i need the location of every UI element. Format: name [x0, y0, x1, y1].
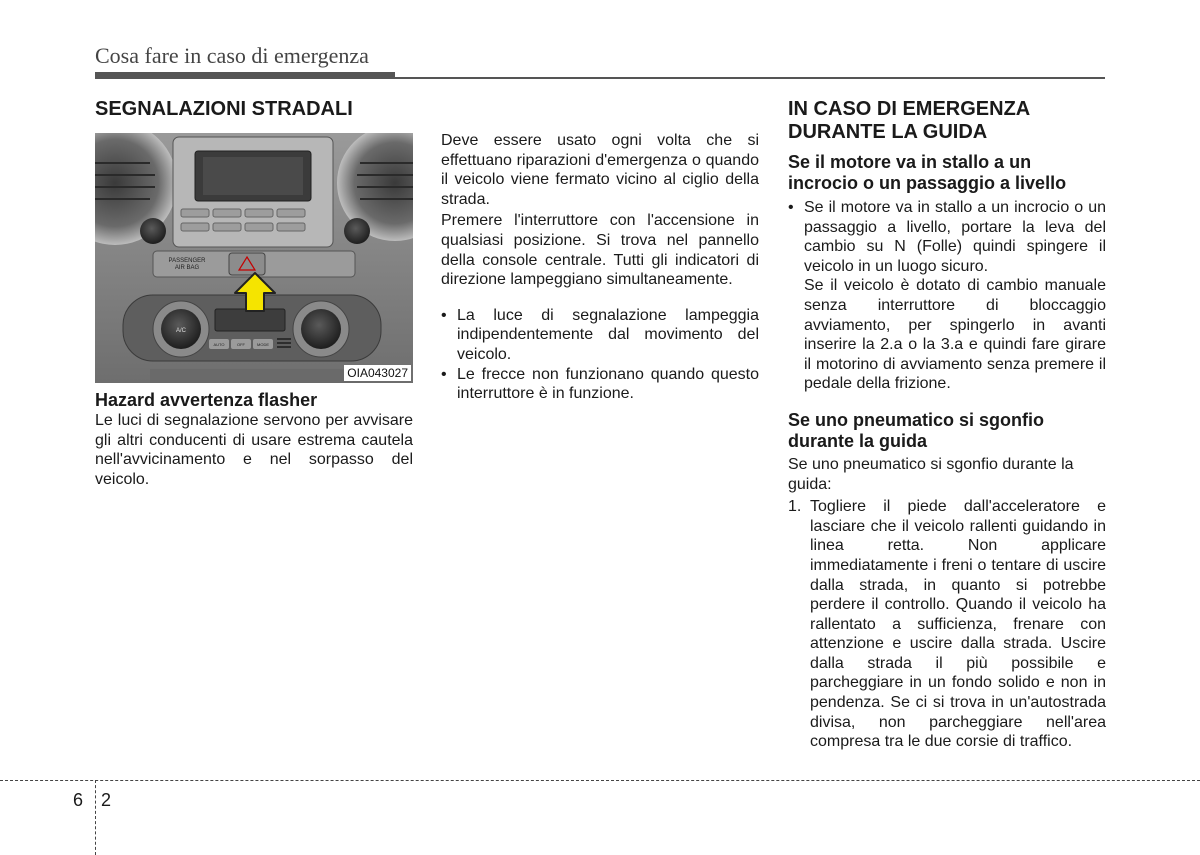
bullet-item: • La luce di segnalazione lampeggia indipendentemente dal movimento del veicolo. [441, 306, 759, 365]
passenger-airbag-label-1: PASSENGER [168, 258, 206, 264]
chapter-title: Cosa fare in caso di emergenza [95, 43, 369, 68]
flat-tire-intro: Se uno pneumatico si sgonfio durante la guida: [788, 455, 1074, 493]
right-column [788, 98, 1106, 752]
hazard-section [95, 390, 413, 489]
chapter-number: 6 [73, 790, 84, 810]
switch-location-paragraph: Premere l'interruttore con l'accensione in qualsiasi posizione. Si trova nel pannello della console centrale. Tutti gli indicatori di direzione lampeggiano simultaneamente. [441, 212, 759, 289]
emergency-heading-line-1: IN CASO DI EMERGENZA [788, 98, 1031, 120]
usage-paragraph: Deve essere usato ogni volta che si effettuano riparazioni d'emergenza o quando il veicolo viene fermato vicino al ciglio della strada. [441, 132, 759, 208]
climate-display [215, 309, 285, 331]
volume-knob [140, 218, 166, 244]
footer-divider [95, 780, 96, 855]
manual-transmission-paragraph: Se il veicolo è dotato di cambio manuale senza interruttore di bloccaggio avviamento, per spingerlo in avanti inserire la 2.a o la 3.a e quindi fare girare il motorino di avviamento senza premere il pedale della frizione. [804, 277, 1106, 393]
stall-bullet: • Se il motore va in stallo a un incrocio o un passaggio a livello, portare la leva del cambio su N (Folle) quindi spingere il veicolo in un luogo sicuro. [788, 198, 1106, 276]
fan-knob [301, 309, 341, 349]
middle-column [441, 131, 759, 404]
mode-label: MODE [257, 342, 269, 347]
ac-label: A/C [175, 328, 187, 334]
flat-tire-subheading: Se uno pneumatico si sgonfio durante la guida [788, 409, 1045, 451]
page-number: 2 [101, 790, 112, 810]
header-accent-bar [95, 72, 395, 79]
numbered-item [788, 497, 1106, 752]
hazard-subheading: Hazard avvertenza flasher [95, 390, 318, 410]
item-number: 1. [788, 498, 802, 516]
hazard-paragraph: Le luci di segnalazione servono per avvisare gli altri conducenti di usare estrema cautela nell'avvicinamento e nel sorpasso del veicolo. [95, 412, 413, 488]
emergency-heading-line-2: DURANTE LA GUIDA [788, 121, 988, 143]
center-console-illustration [95, 133, 413, 383]
auto-label: AUTO [213, 342, 225, 347]
hazard-switch-photo [95, 133, 413, 383]
off-label: OFF [237, 342, 245, 347]
section-heading: SEGNALAZIONI STRADALI [95, 98, 353, 120]
item-text: Togliere il piede dall'acceleratore e lasciare che il veicolo rallenti guidando in linea retta. Non applicare immediatamente i freni o tentare di uscire dalla strada, in quanto si potrebbe perdere il controllo. Quando il veicolo ha rallentato a sufficienza, frenare con attenzione e uscire dalla strada. Uscire dalla strada il più possibile e parcheggiare in un fondo solido e non in pendenza. Se ci si trova in un'autostrada divisa, non parcheggiare nell'area compresa tra le due corsie di traffico. [810, 498, 1106, 751]
bullet-item: • Le frecce non funzionano quando questo interruttore è in funzione. [441, 365, 759, 404]
passenger-airbag-label-2: AIR BAG [174, 265, 200, 271]
header-rule [395, 77, 1105, 79]
footer-rule [0, 780, 1200, 781]
left-column [95, 98, 413, 121]
image-code: OIA043027 [344, 365, 411, 381]
stall-subheading: Se il motore va in stallo a un incrocio o un passaggio a livello [788, 152, 1067, 193]
tune-knob [344, 218, 370, 244]
